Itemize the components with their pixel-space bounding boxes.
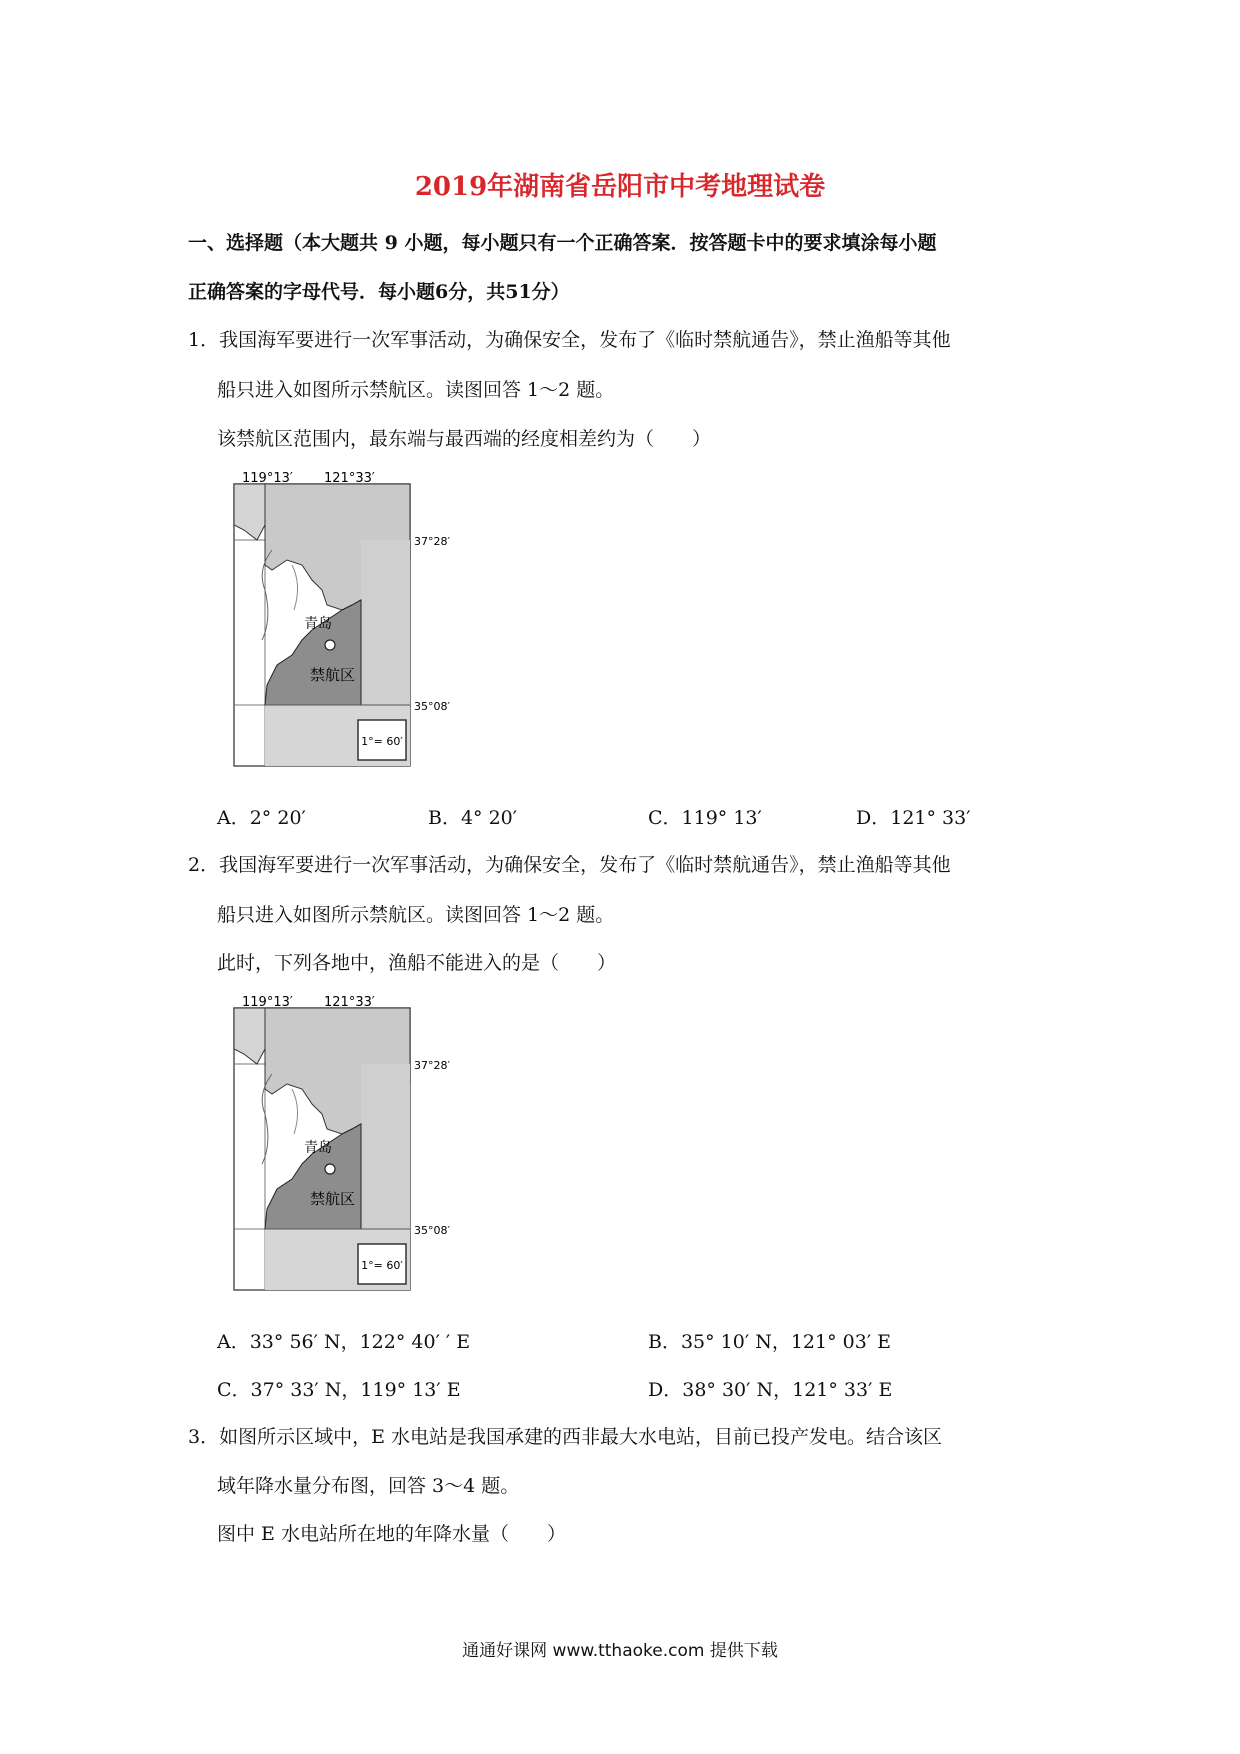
map-lat-north: 37°28′: [414, 1059, 450, 1072]
map-scale: 1°= 60′: [361, 735, 403, 748]
q2-option-a: A．33° 56′ N，122° 40′ ′ E: [217, 1331, 471, 1353]
q2-line1: 2．我国海军要进行一次军事活动，为确保安全，发布了《临时禁航通告》，禁止渔船等其他: [188, 854, 951, 876]
map-zone-label: 禁航区: [310, 1190, 356, 1208]
q1-option-b: B．4° 20′: [428, 807, 518, 829]
q1-stem: 该禁航区范围内，最东端与最西端的经度相差约为（ ）: [217, 428, 712, 450]
q1-option-d: D．121° 33′: [856, 807, 971, 829]
map-lon-east: 121°33′: [324, 471, 375, 486]
q2-stem: 此时，下列各地中，渔船不能进入的是（ ）: [217, 952, 617, 974]
map-lat-south: 35°08′: [414, 700, 450, 713]
q3-stem: 图中 E 水电站所在地的年降水量（ ）: [217, 1523, 566, 1545]
section-heading-line1: 一、选择题（本大题共 9 小题，每小题只有一个正确答案．按答题卡中的要求填涂每小题: [188, 232, 937, 254]
q2-line2: 船只进入如图所示禁航区。读图回答 1～2 题。: [217, 904, 615, 926]
map-city: 青岛: [304, 1140, 332, 1156]
map-lat-north: 37°28′: [414, 535, 450, 548]
map-city: 青岛: [304, 616, 332, 632]
q2-option-d: D．38° 30′ N，121° 33′ E: [648, 1379, 893, 1401]
page-footer: 通通好课网 www.tthaoke.com 提供下载: [462, 1641, 778, 1661]
q1-map: [232, 470, 472, 770]
q3-line2: 域年降水量分布图，回答 3～4 题。: [217, 1475, 520, 1497]
q1-option-c: C．119° 13′: [648, 807, 762, 829]
map-scale: 1°= 60′: [361, 1259, 403, 1272]
map-lon-west: 119°13′: [242, 995, 293, 1010]
q1-line2: 船只进入如图所示禁航区。读图回答 1～2 题。: [217, 379, 615, 401]
section-heading-line2: 正确答案的字母代号．每小题6分，共51分）: [188, 281, 570, 303]
q2-option-c: C．37° 33′ N，119° 13′ E: [217, 1379, 461, 1401]
q3-line1: 3．如图所示区域中，E 水电站是我国承建的西非最大水电站，目前已投产发电。结合该区: [188, 1426, 942, 1448]
q1-option-a: A．2° 20′: [217, 807, 306, 829]
map-zone-label: 禁航区: [310, 666, 356, 684]
map-lat-south: 35°08′: [414, 1224, 450, 1237]
q2-map: [232, 994, 472, 1294]
q2-option-b: B．35° 10′ N，121° 03′ E: [648, 1331, 892, 1353]
map-lon-west: 119°13′: [242, 471, 293, 486]
page-title: 2019年湖南省岳阳市中考地理试卷: [414, 172, 826, 202]
map-lon-east: 121°33′: [324, 995, 375, 1010]
q1-line1: 1．我国海军要进行一次军事活动，为确保安全，发布了《临时禁航通告》，禁止渔船等其他: [188, 329, 951, 351]
